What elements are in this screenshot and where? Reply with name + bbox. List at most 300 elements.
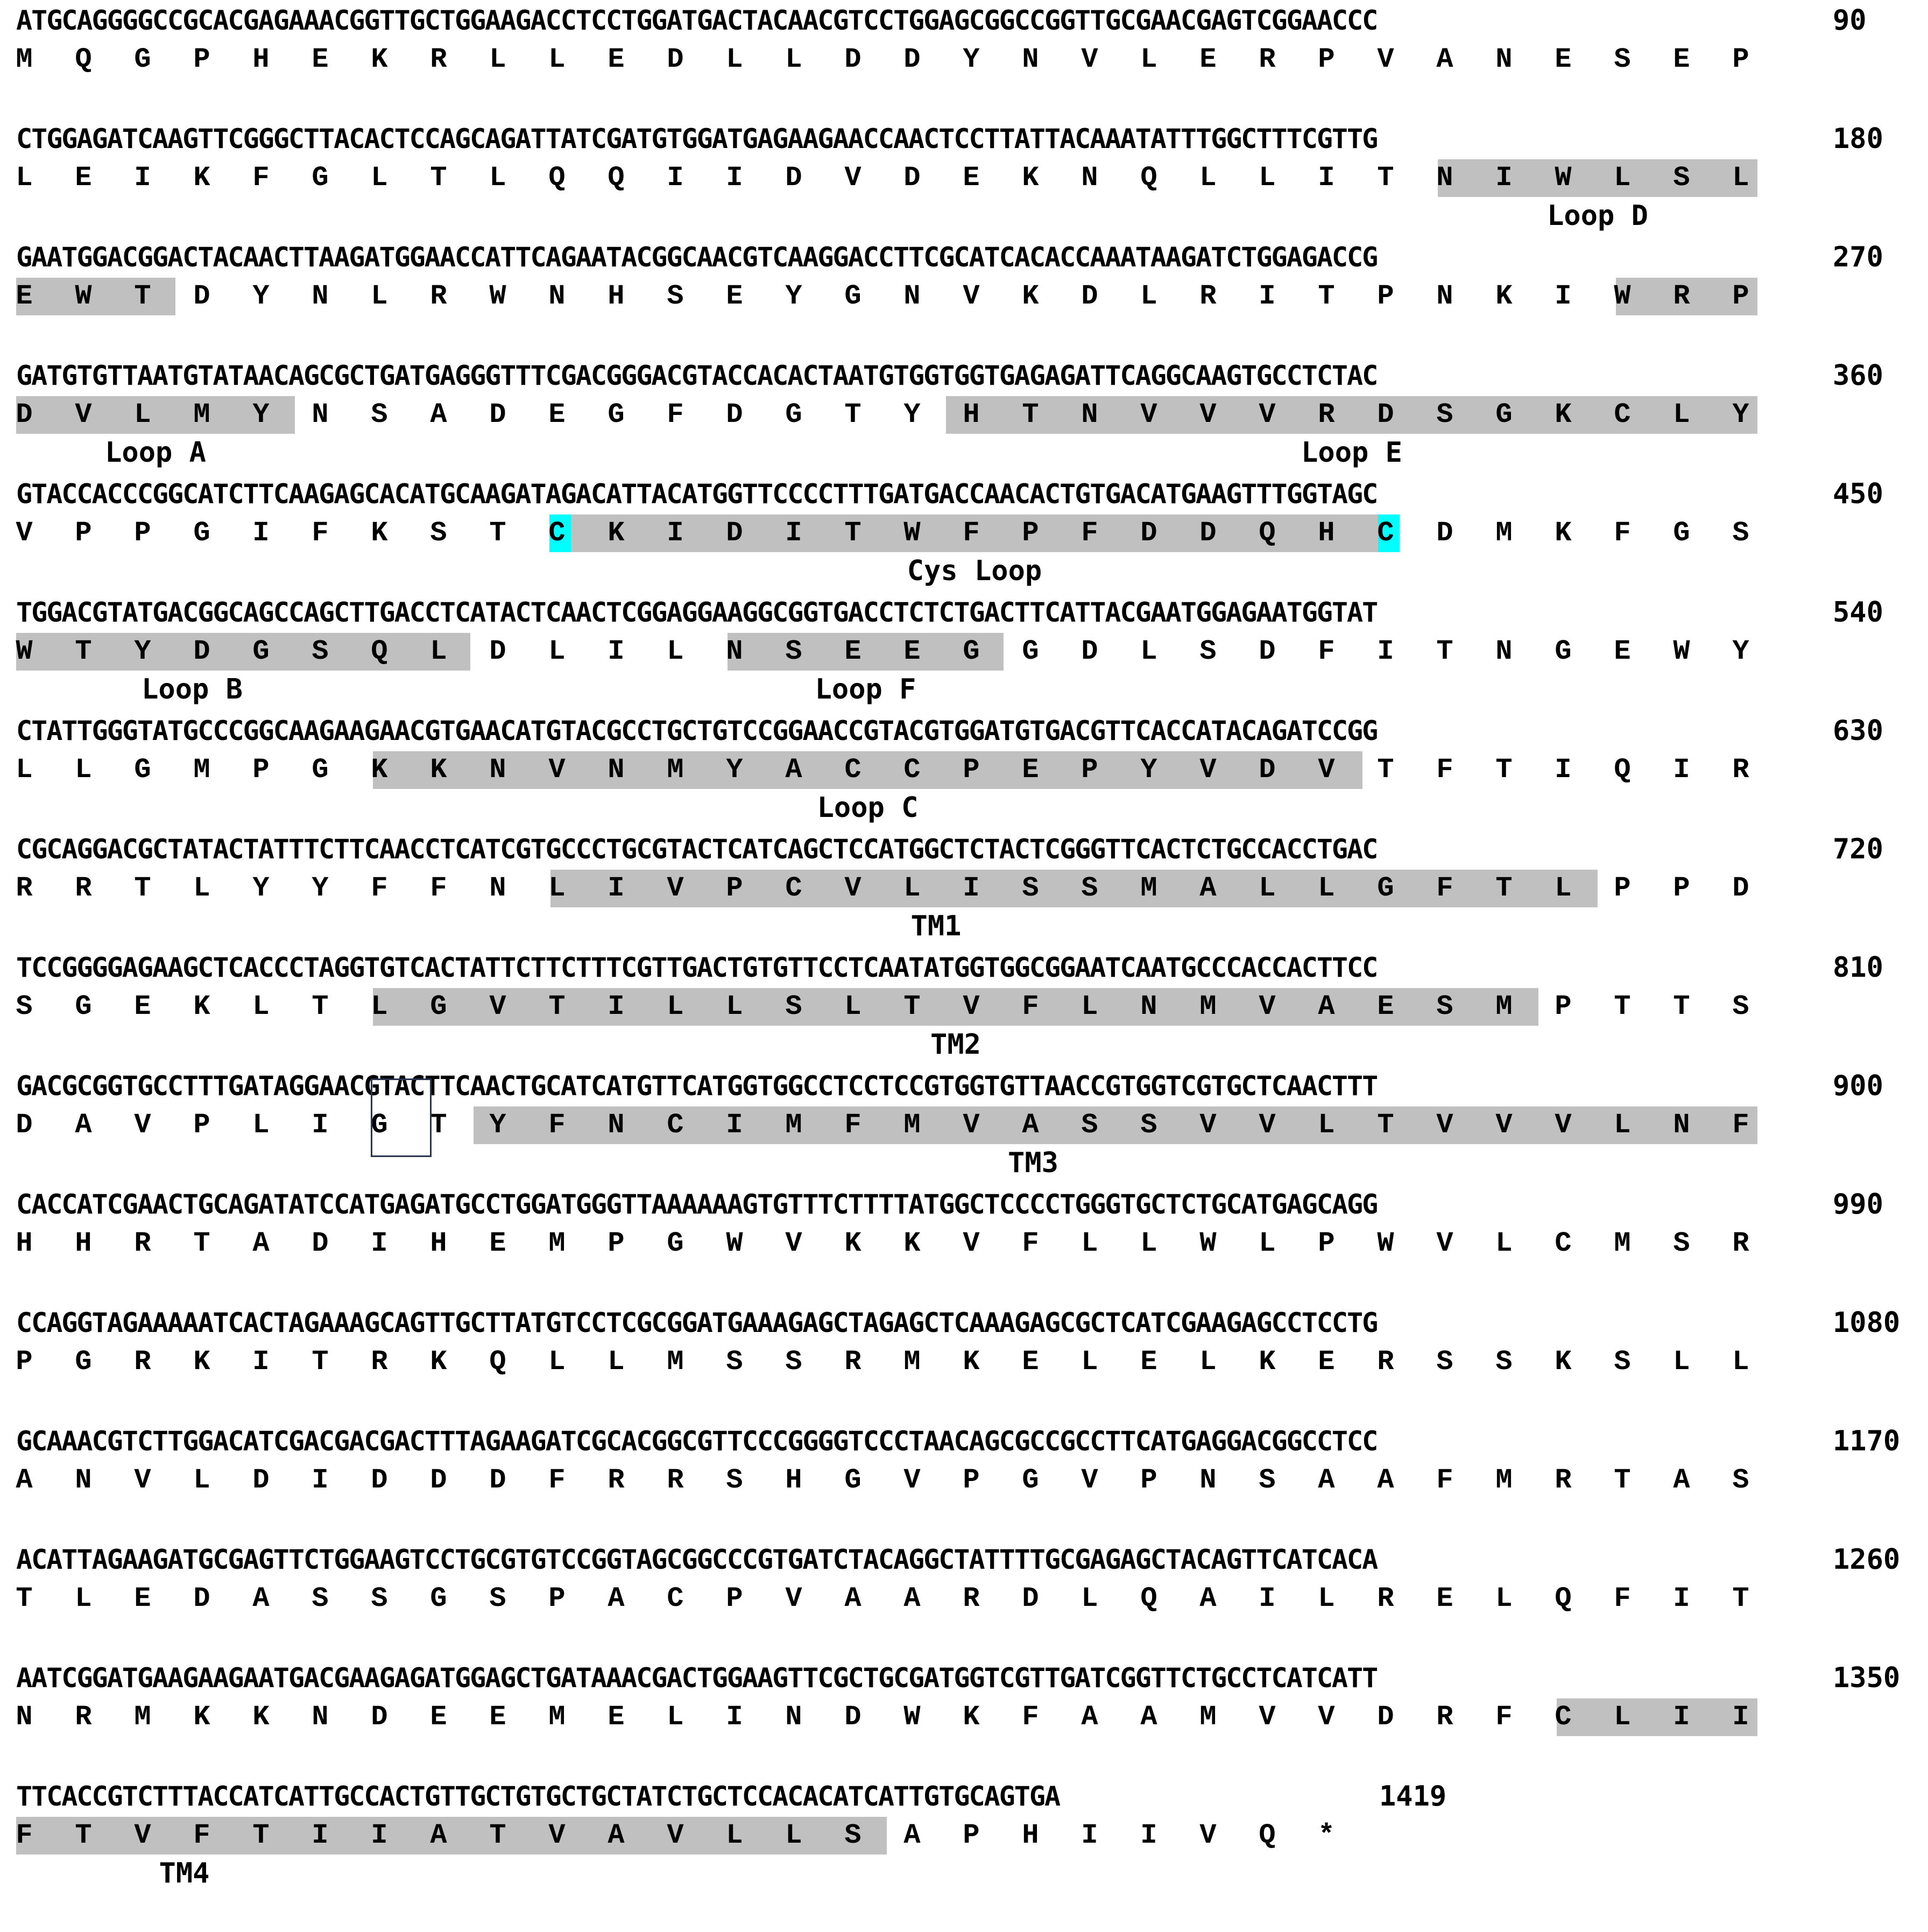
amino-acid-residue: V	[1259, 399, 1276, 431]
amino-acid-residue: T	[903, 991, 921, 1023]
amino-acid-residue: A	[252, 1228, 270, 1259]
amino-acid-residue: E	[16, 280, 33, 312]
amino-acid-residue: R	[1259, 44, 1276, 75]
amino-acid-residue: L	[489, 44, 506, 75]
amino-acid-residue: F	[430, 872, 447, 904]
position-number: 270	[1833, 241, 1883, 273]
amino-acid-residue: Q	[1140, 162, 1157, 194]
amino-acid-residue: K	[193, 1346, 210, 1378]
nucleotide-line: GATGTGTTAATGTATAACAGCGCTGATGAGGGTTTCGACGGGACGTACCACACTAATGTGGTGGTGAGAGATTCAGGCAAGTGCCTCTAC	[16, 360, 1378, 391]
amino-acid-residue: L	[608, 1346, 625, 1378]
amino-acid-residue: N	[16, 1701, 33, 1733]
amino-acid-residue: P	[75, 517, 92, 549]
amino-acid-residue: K	[430, 754, 447, 786]
amino-acid-residue: M	[785, 1109, 802, 1141]
amino-acid-residue: M	[1495, 991, 1513, 1023]
amino-acid-residue: N	[1199, 1464, 1217, 1496]
amino-acid-residue: G	[844, 1464, 861, 1496]
amino-acid-residue: V	[963, 1228, 980, 1259]
amino-acid-residue: I	[1732, 1701, 1749, 1733]
position-number: 450	[1833, 478, 1883, 510]
amino-acid-residue: T	[134, 280, 151, 312]
amino-acid-residue: L	[75, 754, 92, 786]
amino-acid-residue: Q	[371, 636, 388, 667]
amino-acid-residue: V	[963, 991, 980, 1023]
amino-acid-residue: L	[16, 754, 33, 786]
amino-acid-residue: D	[1377, 399, 1394, 431]
nucleotide-line: CCAGGTAGAAAAATCACTAGAAAGCAGTTGCTTATGTCCTCGCGGATGAAAGAGCTAGAGCTCAAAGAGCGCTCATCGAAGAGCCTCCTG	[16, 1307, 1378, 1338]
amino-acid-residue: R	[134, 1346, 151, 1378]
amino-acid-residue: I	[726, 1701, 743, 1733]
amino-acid-residue: Y	[312, 872, 329, 904]
amino-acid-residue: Q	[75, 44, 92, 75]
amino-acid-residue: C	[785, 872, 802, 904]
amino-acid-residue: V	[134, 1109, 151, 1141]
amino-acid-residue: V	[134, 1820, 151, 1851]
amino-acid-residue: Q	[1259, 517, 1276, 549]
amino-acid-residue: R	[430, 44, 447, 75]
amino-acid-residue: V	[489, 991, 506, 1023]
amino-acid-residue: I	[1259, 1583, 1276, 1614]
amino-acid-residue: D	[1081, 280, 1098, 312]
nucleotide-line: TCCGGGGAGAAGCTCACCCTAGGTGTCACTATTCTTCTTTCGTTGACTGTGTTCCTCAATATGGTGGCGGAATCAATGCCCACCACTTCC	[16, 952, 1378, 983]
amino-acid-residue: A	[430, 1820, 447, 1851]
amino-acid-residue: D	[1259, 636, 1276, 667]
amino-acid-residue: L	[1614, 1109, 1631, 1141]
amino-acid-residue: N	[1022, 44, 1039, 75]
amino-acid-residue: A	[1377, 1464, 1394, 1496]
amino-acid-residue: T	[75, 636, 92, 667]
amino-acid-residue: V	[1199, 1820, 1217, 1851]
amino-acid-residue: V	[1199, 399, 1217, 431]
amino-acid-residue: Y	[1732, 636, 1749, 667]
nucleotide-line: TTCACCGTCTTTACCATCATTGCCACTGTTGCTGTGCTGCTATCTGCTCCACACATCATTGTGCAGTGA	[16, 1781, 1060, 1812]
amino-acid-residue: E	[608, 44, 625, 75]
amino-acid-residue: I	[371, 1820, 388, 1851]
amino-acid-residue: N	[1140, 991, 1157, 1023]
amino-acid-residue: N	[1436, 162, 1453, 194]
amino-acid-residue: I	[1081, 1820, 1098, 1851]
amino-acid-residue: R	[1555, 1464, 1572, 1496]
amino-acid-residue: T	[1732, 1583, 1749, 1614]
sequence-row-16	[0, 1776, 1928, 1932]
amino-acid-residue: Y	[726, 754, 743, 786]
amino-acid-residue: D	[252, 1464, 270, 1496]
amino-acid-residue: E	[1022, 754, 1039, 786]
amino-acid-residue: K	[844, 1228, 861, 1259]
amino-acid-residue: S	[844, 1820, 861, 1851]
amino-acid-residue: D	[489, 1464, 506, 1496]
amino-acid-residue: I	[1555, 280, 1572, 312]
amino-acid-residue: T	[312, 991, 329, 1023]
amino-acid-residue: F	[1614, 1583, 1631, 1614]
amino-acid-residue: Y	[785, 280, 802, 312]
amino-acid-residue: Q	[1555, 1583, 1572, 1614]
amino-acid-residue: L	[1614, 1701, 1631, 1733]
amino-acid-residue: P	[548, 1583, 566, 1614]
amino-acid-residue: A	[608, 1820, 625, 1851]
position-number: 1350	[1833, 1662, 1901, 1694]
amino-acid-residue: K	[193, 1701, 210, 1733]
amino-acid-residue: L	[371, 991, 388, 1023]
amino-acid-residue: P	[1614, 872, 1631, 904]
amino-acid-residue: I	[608, 991, 625, 1023]
amino-acid-residue: E	[1555, 44, 1572, 75]
amino-acid-residue: R	[844, 1346, 861, 1378]
amino-acid-residue: Q	[1140, 1583, 1157, 1614]
amino-acid-residue: R	[1377, 1346, 1394, 1378]
amino-acid-residue: V	[548, 1820, 566, 1851]
amino-acid-residue: S	[1732, 517, 1749, 549]
amino-acid-residue: T	[1495, 872, 1513, 904]
amino-acid-residue: N	[1081, 399, 1098, 431]
amino-acid-residue: D	[785, 162, 802, 194]
amino-acid-residue: S	[1732, 1464, 1749, 1496]
amino-acid-residue: P	[1555, 991, 1572, 1023]
amino-acid-residue: T	[489, 1820, 506, 1851]
amino-acid-residue: R	[1732, 754, 1749, 786]
amino-acid-residue: G	[963, 636, 980, 667]
amino-acid-residue: W	[1199, 1228, 1217, 1259]
amino-acid-residue: M	[548, 1701, 566, 1733]
amino-acid-residue: R	[16, 872, 33, 904]
amino-acid-residue: A	[1199, 872, 1217, 904]
amino-acid-residue: K	[1555, 399, 1572, 431]
amino-acid-residue: E	[548, 399, 566, 431]
amino-acid-residue: D	[1081, 636, 1098, 667]
amino-acid-residue: M	[193, 399, 210, 431]
amino-acid-residue: S	[1081, 1109, 1098, 1141]
amino-acid-residue: V	[1495, 1109, 1513, 1141]
nucleotide-line: TGGACGTATGACGGCAGCCAGCTTGACCTCATACTCAACTCGGAGGAAGGCGGTGACCTCTCTGACTTCATTACGAATGGAGAATGGTAT	[16, 597, 1378, 628]
amino-acid-residue: H	[1022, 1820, 1039, 1851]
amino-acid-residue: T	[430, 1109, 447, 1141]
amino-acid-residue: G	[1555, 636, 1572, 667]
amino-acid-residue: D	[193, 1583, 210, 1614]
amino-acid-residue: P	[1318, 44, 1335, 75]
amino-acid-residue: G	[312, 162, 329, 194]
amino-acid-residue: P	[252, 754, 270, 786]
amino-acid-residue: T	[252, 1820, 270, 1851]
amino-acid-residue: D	[489, 636, 506, 667]
amino-acid-residue: N	[312, 1701, 329, 1733]
amino-acid-residue: R	[1377, 1583, 1394, 1614]
amino-acid-residue: N	[489, 872, 506, 904]
amino-acid-residue: W	[903, 1701, 921, 1733]
amino-acid-residue: I	[1555, 754, 1572, 786]
amino-acid-residue: A	[903, 1583, 921, 1614]
amino-acid-residue: P	[134, 517, 151, 549]
amino-acid-residue: L	[726, 991, 743, 1023]
amino-acid-residue: C	[1614, 399, 1631, 431]
amino-acid-residue: L	[785, 1820, 802, 1851]
amino-acid-residue: F	[1081, 517, 1098, 549]
amino-acid-residue: I	[134, 162, 151, 194]
amino-acid-residue: R	[1436, 1701, 1453, 1733]
amino-acid-residue: V	[963, 280, 980, 312]
amino-acid-residue: P	[1732, 44, 1749, 75]
amino-acid-residue: F	[548, 1464, 566, 1496]
amino-acid-residue: S	[371, 399, 388, 431]
amino-acid-residue: D	[371, 1701, 388, 1733]
amino-acid-residue: I	[667, 517, 684, 549]
amino-acid-residue: P	[963, 1464, 980, 1496]
amino-acid-residue: T	[1318, 280, 1335, 312]
amino-acid-residue: L	[667, 636, 684, 667]
amino-acid-residue: F	[1614, 517, 1631, 549]
amino-acid-residue: E	[489, 1228, 506, 1259]
amino-acid-residue: D	[844, 44, 861, 75]
amino-acid-residue: E	[903, 636, 921, 667]
amino-acid-residue: L	[1259, 162, 1276, 194]
amino-acid-residue: N	[312, 399, 329, 431]
amino-acid-residue: C	[1555, 1228, 1572, 1259]
amino-acid-residue: P	[1318, 1228, 1335, 1259]
amino-acid-residue: I	[1259, 280, 1276, 312]
amino-acid-residue: L	[1081, 991, 1098, 1023]
amino-acid-residue: G	[667, 1228, 684, 1259]
amino-acid-residue: L	[1140, 1228, 1157, 1259]
amino-acid-residue: Y	[252, 280, 270, 312]
amino-acid-residue: A	[785, 754, 802, 786]
amino-acid-residue: G	[75, 1346, 92, 1378]
amino-acid-residue: L	[1495, 1583, 1513, 1614]
amino-acid-residue: D	[193, 280, 210, 312]
amino-acid-residue: T	[1436, 636, 1453, 667]
loop-e-label: Loop E	[1301, 436, 1402, 469]
amino-acid-residue: E	[1377, 991, 1394, 1023]
amino-acid-residue: M	[1495, 1464, 1513, 1496]
amino-acid-residue: G	[785, 399, 802, 431]
position-number: 990	[1833, 1188, 1883, 1221]
amino-acid-residue: H	[75, 1228, 92, 1259]
amino-acid-residue: A	[1140, 1701, 1157, 1733]
amino-acid-residue: M	[1140, 872, 1157, 904]
amino-acid-residue: L	[548, 872, 566, 904]
amino-acid-residue: V	[75, 399, 92, 431]
amino-acid-residue: T	[312, 1346, 329, 1378]
amino-acid-residue: Q	[1259, 1820, 1276, 1851]
amino-acid-residue: L	[193, 1464, 210, 1496]
amino-acid-residue: M	[1199, 991, 1217, 1023]
amino-acid-residue: W	[1377, 1228, 1394, 1259]
amino-acid-residue: G	[371, 1109, 388, 1141]
amino-acid-residue: S	[785, 1346, 802, 1378]
amino-acid-residue: L	[1140, 636, 1157, 667]
amino-acid-residue: S	[371, 1583, 388, 1614]
amino-acid-residue: L	[1199, 1346, 1217, 1378]
amino-acid-residue: K	[371, 517, 388, 549]
position-number: 720	[1833, 833, 1883, 865]
amino-acid-residue: D	[1259, 754, 1276, 786]
amino-acid-residue: F	[963, 517, 980, 549]
amino-acid-residue: G	[134, 44, 151, 75]
nucleotide-line: ACATTAGAAGATGCGAGTTCTGGAAGTCCTGCGTGTCCGGTAGCGGCCCGTGATCTACAGGCTATTTTGCGAGAGCTACAGTTCATCACA	[16, 1544, 1378, 1575]
amino-acid-residue: D	[1199, 517, 1217, 549]
amino-acid-residue: V	[1436, 1228, 1453, 1259]
amino-acid-residue: W	[726, 1228, 743, 1259]
amino-acid-residue: N	[785, 1701, 802, 1733]
amino-acid-residue: T	[844, 517, 861, 549]
amino-acid-residue: L	[667, 1701, 684, 1733]
amino-acid-residue: A	[252, 1583, 270, 1614]
amino-acid-residue: L	[371, 280, 388, 312]
amino-acid-residue: D	[726, 399, 743, 431]
amino-acid-residue: Y	[134, 636, 151, 667]
amino-acid-residue: L	[1140, 280, 1157, 312]
amino-acid-residue: S	[726, 1464, 743, 1496]
amino-acid-residue: D	[1377, 1701, 1394, 1733]
amino-acid-residue: E	[134, 991, 151, 1023]
amino-acid-residue: T	[1614, 991, 1631, 1023]
amino-acid-residue: V	[1555, 1109, 1572, 1141]
amino-acid-residue: D	[667, 44, 684, 75]
amino-acid-residue: F	[1022, 1228, 1039, 1259]
amino-acid-residue: F	[1022, 991, 1039, 1023]
amino-acid-residue: K	[1555, 517, 1572, 549]
amino-acid-residue: E	[608, 1701, 625, 1733]
amino-acid-residue: L	[1732, 1346, 1749, 1378]
amino-acid-residue: P	[16, 1346, 33, 1378]
nucleotide-line: GACGCGGTGCCTTTGATAGGAACGTACTTCAACTGCATCATGTTCATGGTGGCCTCCTCCGTGGTGTTAACCGTGGTCGTGCTCAACTTT	[16, 1070, 1378, 1102]
amino-acid-residue: N	[1436, 280, 1453, 312]
nucleotide-line: GTACCACCCGGCATCTTCAAGAGCACATGCAAGATAGACATTACATGGTTCCCCTTTGATGACCAACACTGTGACATGAAGTTTGGTAGC	[16, 478, 1378, 510]
amino-acid-residue: F	[1022, 1701, 1039, 1733]
amino-acid-residue: Q	[548, 162, 566, 194]
amino-acid-residue: V	[1259, 1109, 1276, 1141]
amino-acid-residue: K	[430, 1346, 447, 1378]
amino-acid-residue: E	[1199, 44, 1217, 75]
amino-acid-residue: L	[1140, 44, 1157, 75]
amino-acid-residue: F	[1436, 872, 1453, 904]
amino-acid-residue: D	[1140, 517, 1157, 549]
amino-acid-residue: L	[134, 399, 151, 431]
amino-acid-residue: N	[903, 280, 921, 312]
amino-acid-residue: Y	[252, 872, 270, 904]
amino-acid-residue: L	[16, 162, 33, 194]
amino-acid-residue: D	[489, 399, 506, 431]
amino-acid-residue: C	[548, 517, 566, 549]
amino-acid-residue: E	[963, 162, 980, 194]
amino-acid-residue: S	[785, 636, 802, 667]
amino-acid-residue: I	[1140, 1820, 1157, 1851]
amino-acid-residue: A	[1318, 991, 1335, 1023]
amino-acid-residue: V	[1259, 991, 1276, 1023]
amino-acid-residue: E	[844, 636, 861, 667]
amino-acid-residue: R	[1199, 280, 1217, 312]
amino-acid-residue: N	[75, 1464, 92, 1496]
amino-acid-residue: F	[16, 1820, 33, 1851]
nucleotide-line: CTATTGGGTATGCCCGGCAAGAAGAACGTGAACATGTACGCCTGCTGTCCGGAACCGTACGTGGATGTGACGTTCACCATACAGATCCGG	[16, 715, 1378, 746]
amino-acid-residue: F	[371, 872, 388, 904]
loop-f-label: Loop F	[815, 673, 916, 706]
amino-acid-residue: T	[489, 517, 506, 549]
amino-acid-residue: E	[726, 280, 743, 312]
amino-acid-residue: S	[16, 991, 33, 1023]
amino-acid-residue: A	[1199, 1583, 1217, 1614]
amino-acid-residue: D	[371, 1464, 388, 1496]
amino-acid-residue: K	[193, 162, 210, 194]
amino-acid-residue: D	[903, 44, 921, 75]
amino-acid-residue: F	[667, 399, 684, 431]
amino-acid-residue: H	[785, 1464, 802, 1496]
amino-acid-residue: L	[1673, 1346, 1690, 1378]
amino-acid-residue: S	[1673, 162, 1690, 194]
amino-acid-residue: P	[1081, 754, 1098, 786]
amino-acid-residue: V	[1199, 1109, 1217, 1141]
tm3-label: TM3	[1008, 1147, 1058, 1179]
amino-acid-residue: L	[1318, 1109, 1335, 1141]
amino-acid-residue: K	[371, 44, 388, 75]
amino-acid-residue: F	[252, 162, 270, 194]
amino-acid-residue: L	[193, 872, 210, 904]
amino-acid-residue: E	[1436, 1583, 1453, 1614]
amino-acid-residue: L	[489, 162, 506, 194]
amino-acid-residue: N	[312, 280, 329, 312]
amino-acid-residue: G	[134, 754, 151, 786]
amino-acid-residue: L	[1318, 872, 1335, 904]
amino-acid-residue: S	[1495, 1346, 1513, 1378]
amino-acid-residue: I	[312, 1820, 329, 1851]
amino-acid-residue: G	[75, 991, 92, 1023]
amino-acid-residue: T	[548, 991, 566, 1023]
amino-acid-residue: L	[726, 44, 743, 75]
amino-acid-residue: L	[1555, 872, 1572, 904]
amino-acid-residue: P	[1673, 872, 1690, 904]
nucleotide-line: AATCGGATGAAGAAGAATGACGAAGAGATGGAGCTGATAAACGACTGGAAGTTCGCTGCGATGGTCGTTGATCGGTTCTGCCTCATCATT	[16, 1662, 1378, 1694]
amino-acid-residue: R	[75, 1701, 92, 1733]
amino-acid-residue: G	[1022, 1464, 1039, 1496]
amino-acid-residue: F	[1436, 1464, 1453, 1496]
amino-acid-residue: M	[1199, 1701, 1217, 1733]
amino-acid-residue: M	[1614, 1228, 1631, 1259]
amino-acid-residue: H	[430, 1228, 447, 1259]
amino-acid-residue: R	[75, 872, 92, 904]
amino-acid-residue: I	[608, 636, 625, 667]
amino-acid-residue: D	[1022, 1583, 1039, 1614]
tm4-label: TM4	[159, 1857, 210, 1889]
amino-acid-residue: V	[844, 872, 861, 904]
amino-acid-residue: S	[1614, 44, 1631, 75]
amino-acid-residue: W	[75, 280, 92, 312]
amino-acid-residue: S	[1199, 636, 1217, 667]
loop-d-label: Loop D	[1547, 200, 1648, 232]
amino-acid-residue: P	[726, 1583, 743, 1614]
glycine-outline-box	[371, 1078, 432, 1157]
amino-acid-residue: Y	[1140, 754, 1157, 786]
amino-acid-residue: T	[1377, 162, 1394, 194]
amino-acid-residue: T	[1495, 754, 1513, 786]
amino-acid-residue: I	[1377, 636, 1394, 667]
amino-acid-residue: A	[844, 1583, 861, 1614]
amino-acid-residue: T	[1614, 1464, 1631, 1496]
amino-acid-residue: G	[252, 636, 270, 667]
amino-acid-residue: A	[1022, 1109, 1039, 1141]
nucleotide-line: CACCATCGAACTGCAGATATCCATGAGATGCCTGGATGGGTTAAAAAAGTGTTTCTTTTATGGCTCCCCTGGGTGCTCTGCATGAGCAGG	[16, 1189, 1378, 1220]
amino-acid-residue: D	[193, 636, 210, 667]
amino-acid-residue: L	[1495, 1228, 1513, 1259]
amino-acid-residue: Y	[252, 399, 270, 431]
amino-acid-residue: M	[1495, 517, 1513, 549]
amino-acid-residue: D	[430, 1464, 447, 1496]
amino-acid-residue: R	[371, 1346, 388, 1378]
amino-acid-residue: M	[667, 754, 684, 786]
amino-acid-residue: N	[489, 754, 506, 786]
amino-acid-residue: S	[1436, 399, 1453, 431]
amino-acid-residue: S	[1081, 872, 1098, 904]
amino-acid-residue: H	[963, 399, 980, 431]
amino-acid-residue: I	[252, 517, 270, 549]
